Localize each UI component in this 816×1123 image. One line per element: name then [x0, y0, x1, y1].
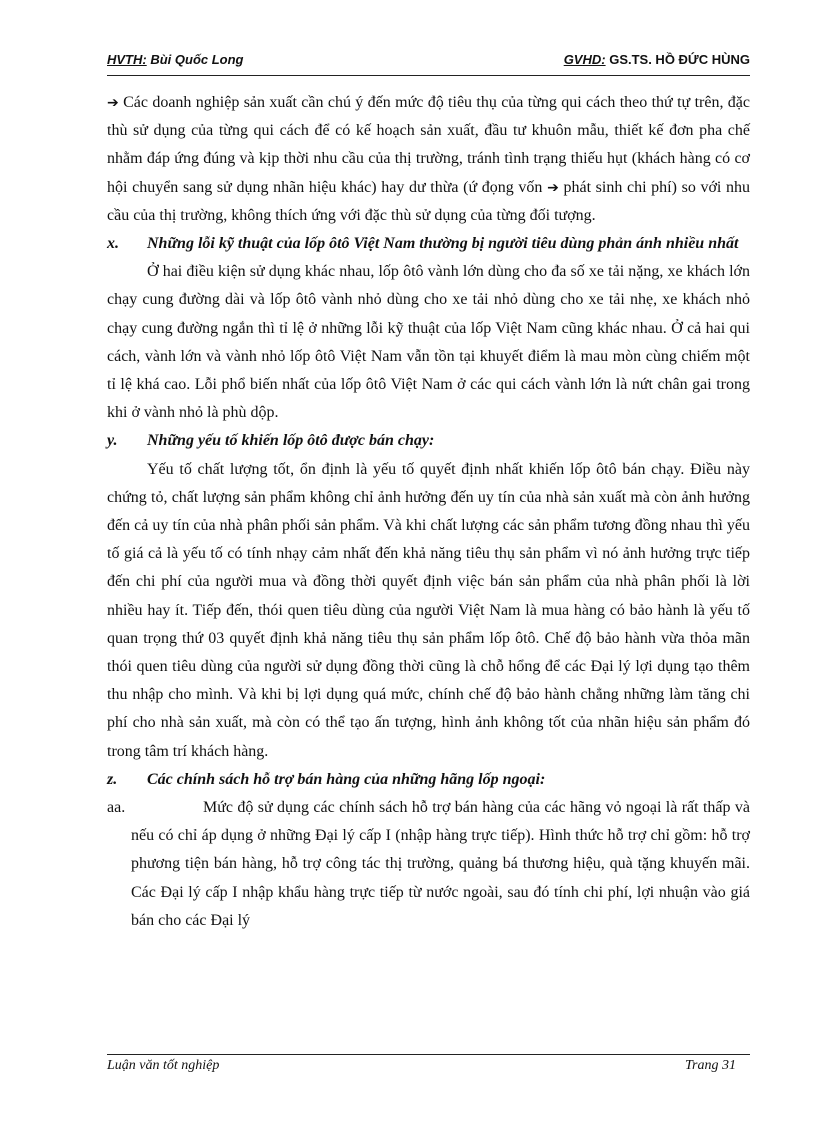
student-credit [107, 52, 244, 67]
paragraph-conclusion-tail: phát sinh chi phí) so với nhu cầu của thị trường, không thích ứng với đặc thù sử dụng của từng đối tượng. [107, 178, 751, 224]
section-heading-y [107, 427, 750, 455]
section-marker-x: x. [107, 235, 119, 253]
document-body [107, 89, 750, 935]
advisor-name: GS.TS. HỒ ĐỨC HÙNG [609, 52, 750, 67]
paragraph-conclusion-text: Các doanh nghiệp sản xuất cần chú ý đến mức độ tiêu thụ của từng qui cách theo thứ tự trên, đặc thù sử dụng của từng qui cách để có kế hoạch sản xuất, đầu tư khuôn mẫu, thiết kế đơn pha chế nhằm đáp ứng đúng và kịp thời nhu cầu của thị trường, tránh tình trạng thiếu hụt (khách hàng có cơ hội chuyển sang sử dụng nhãn hiệu khác) hay dư thừa (ứ đọng vốn [107, 94, 751, 196]
advisor-label: GVHD: [563, 52, 606, 67]
student-name: Bùi Quốc Long [150, 52, 244, 67]
paragraph-technical-defects: Ở hai điều kiện sử dụng khác nhau, lốp ôtô vành lớn dùng cho đa số xe tải nặng, xe khách lớn chạy cung đường dài và lốp ôtô vành nhỏ dùng cho xe tải nhỏ dùng cho xe tải nhẹ, xe khách nhỏ chạy cung đường ngắn thì tỉ lệ ở những lỗi kỹ thuật của lốp Việt Nam cũng khác nhau. Ở cả hai qui cách, vành lớn và vành nhỏ lốp ôtô Việt Nam vẫn tồn tại khuyết điểm là mau mòn cùng chiếm một tỉ lệ khá cao. Lỗi phổ biến nhất của lốp ôtô Việt Nam ở các qui cách vành lớn là nứt chân gai trong khi ở vành nhỏ là phù dộp. [107, 263, 750, 422]
page-header [107, 50, 750, 72]
section-heading-x [107, 230, 750, 258]
page-number: Trang 31 [685, 1058, 736, 1073]
header-divider [107, 75, 750, 76]
section-heading-y-text: Những yếu tố khiến lốp ôtô được bán chạy: [147, 432, 435, 450]
paragraph-support-policies [107, 794, 750, 935]
paragraph-selling-factors: Yếu tố chất lượng tốt, ổn định là yếu tố quyết định nhất khiến lốp ôtô bán chạy. Điều này chứng tỏ, chất lượng sản phẩm không chỉ ảnh hưởng đến uy tín của nhà sản xuất mà còn ảnh hưởng đến cả uy tín của nhà phân phối sản phẩm. Và khi chất lượng các sản phẩm tương đồng nhau thì yếu tố giá cả là yếu tố có tính nhạy cảm nhất đến khả năng tiêu thụ sản phẩm vì nó ảnh hưởng trực tiếp đến chi phí của người mua và đồng thời quyết định việc bán sản phẩm của nhà phân phối là lời nhiều hay ít. Tiếp đến, thói quen tiêu dùng của người Việt Nam là mua hàng có bảo hành là yếu tố quan trọng thứ 03 quyết định khả năng tiêu thụ sản phẩm lốp ôtô. Chế độ bảo hành vừa thỏa mãn thói quen tiêu dùng của người sử dụng đồng thời cũng là chỗ hổng để các Đại lý lợi dụng tạo thêm thu nhập cho mình. Và khi bị lợi dụng quá mức, chính chế độ bảo hành chẳng những làm tăng chi phí cho nhà sản xuất, mà còn có thể tạo ấn tượng, hình ảnh không tốt của nhãn hiệu sản phẩm đó trong tâm trí khách hàng. [107, 460, 750, 760]
advisor-credit [564, 52, 750, 67]
list-marker-aa: aa. [107, 799, 126, 817]
student-label: HVTH: [107, 52, 147, 67]
section-marker-y: y. [107, 432, 118, 450]
section-heading-z-text: Các chính sách hỗ trợ bán hàng của những hãng lốp ngoại: [147, 770, 546, 788]
section-heading-z [107, 766, 750, 794]
section-heading-x-text: Những lỗi kỹ thuật của lốp ôtô Việt Nam thường bị người tiêu dùng phản ánh nhiều nhất [147, 235, 739, 253]
arrow-icon: ➔ [107, 95, 119, 111]
section-marker-z: z. [107, 770, 118, 788]
footer-title: Luận văn tốt nghiệp [107, 1058, 220, 1073]
paragraph-support-policies-text: Mức độ sử dụng các chính sách hỗ trợ bán hàng của các hãng vỏ ngoại là rất thấp và nếu có chỉ áp dụng ở những Đại lý cấp I (nhập hàng trực tiếp). Hình thức hỗ trợ chỉ gồm: hỗ trợ phương tiện bán hàng, hỗ trợ công tác thị trường, quảng bá thương hiệu, quà tặng khuyến mãi. Các Đại lý cấp I nhập khẩu hàng trực tiếp từ nước ngoài, sau đó tính chi phí, lợi nhuận vào giá bán cho các Đại lý [131, 799, 750, 929]
footer-divider [107, 1054, 750, 1055]
arrow-icon: ➔ [547, 179, 559, 196]
paragraph-conclusion [107, 89, 750, 230]
